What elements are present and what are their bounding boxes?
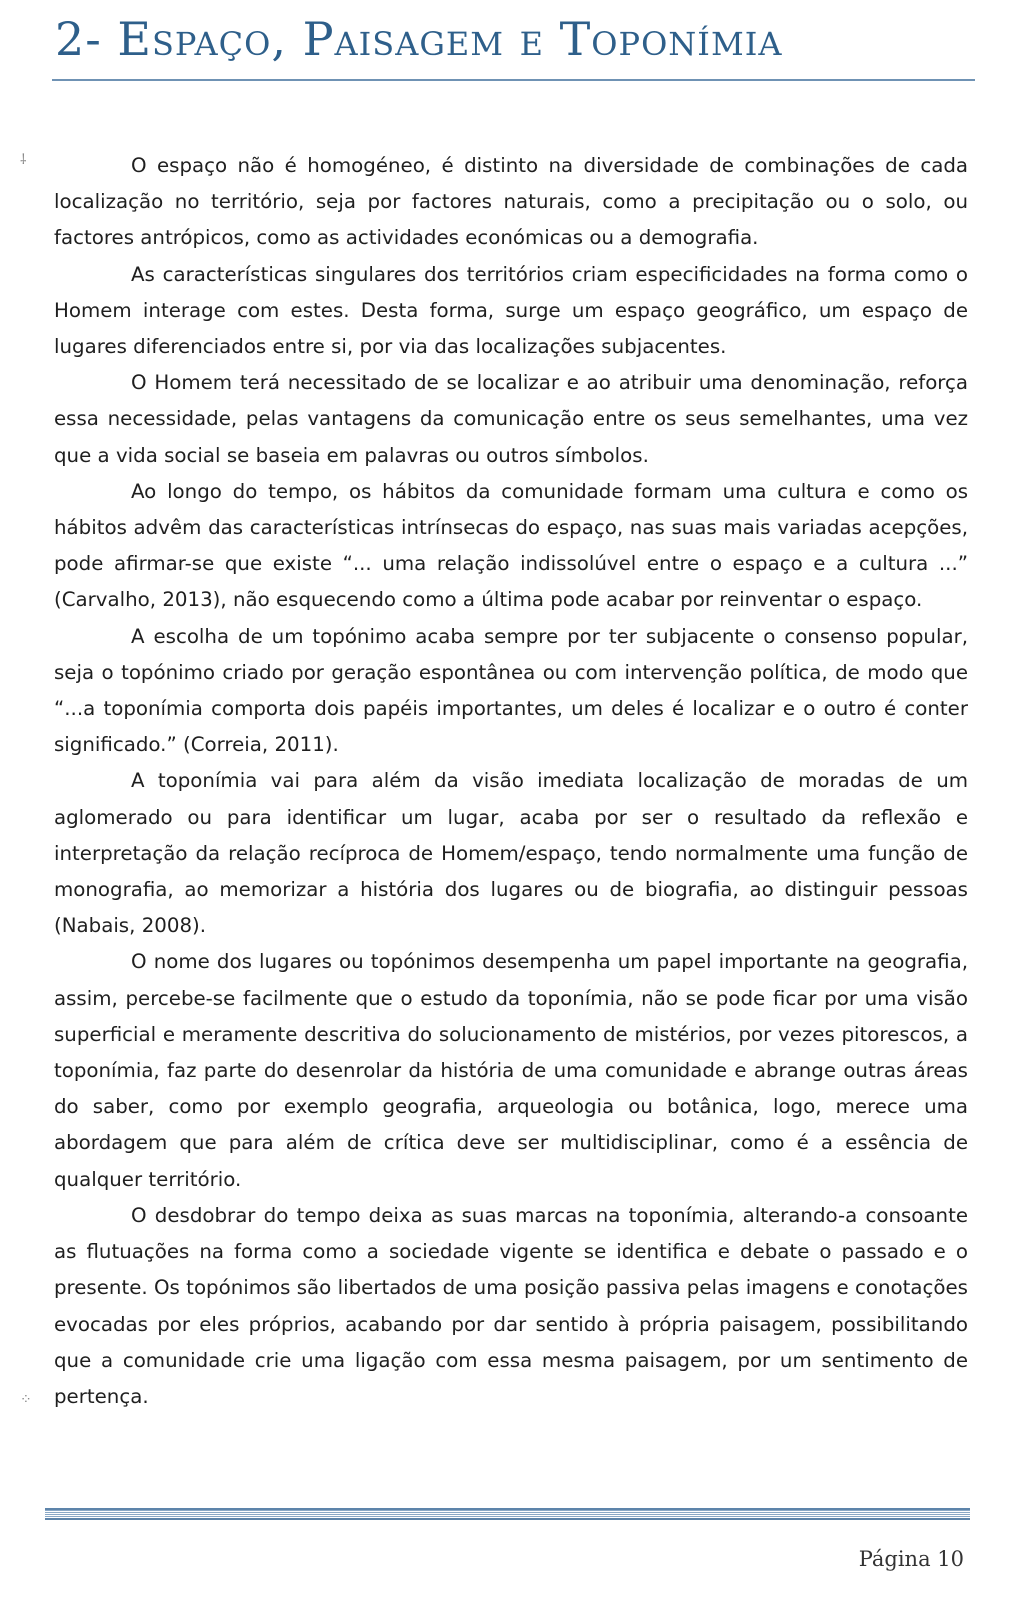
paragraph: O desdobrar do tempo deixa as suas marcas na toponímia, alterando-a consoante as flutuações na forma como a sociedade vigente se identifica e debate o passado e o presente. Os topónimos são libertados de uma posição passiva pelas imagens e conotações evocadas por eles próprios, acabando por dar sentido à própria paisagem, possibilitando que a comunidade crie uma ligação com essa mesma paisagem, por um sentimento de pertença. bbox=[54, 1203, 968, 1408]
footer-divider bbox=[45, 1508, 970, 1520]
paragraph: A toponímia vai para além da visão imediata localização de moradas de um aglomerado ou para identificar um lugar, acaba por ser o resultado da reflexão e interpretação da relação recíproca de Homem/espaço, tendo normalmente uma função de monografia, ao memorizar a história dos lugares ou de biografia, ao distinguir pessoas (Nabais, 2008). bbox=[54, 769, 968, 938]
paragraph: O Homem terá necessitado de se localizar e ao atribuir uma denominação, reforça essa necessidade, pelas vantagens da comunicação entre os seus semelhantes, uma vez que a vida social se baseia em palavras ou outros símbolos. bbox=[54, 371, 968, 467]
scan-speck: ⁘ bbox=[20, 1392, 32, 1408]
paragraph: A escolha de um topónimo acaba sempre por ter subjacente o consenso popular, seja o topónimo criado por geração espontânea ou com intervenção política, de modo que “...a toponímia comporta dois papéis importantes, um deles é localizar e o outro é conter significado.” (Correia, 2011). bbox=[54, 624, 968, 757]
paragraph: O nome dos lugares ou topónimos desempenha um papel importante na geografia, assim, percebe-se facilmente que o estudo da toponímia, não se pode ficar por uma visão superficial e meramente descritiva do solucionamento de mistérios, por vezes pitorescos, a toponímia, faz parte do desenrolar da história de uma comunidade e abrange outras áreas do saber, como por exemplo geografia, arqueologia ou botânica, logo, merece uma abordagem que para além de crítica deve ser multidisciplinar, como é a essência de qualquer território. bbox=[54, 950, 968, 1191]
paragraph: As características singulares dos territórios criam especificidades na forma como o Homem interage com estes. Desta forma, surge um espaço geográfico, um espaço de lugares diferenciados entre si, por via das localizações subjacentes. bbox=[54, 262, 968, 359]
title-divider bbox=[52, 79, 975, 81]
paragraph: Ao longo do tempo, os hábitos da comunidade formam uma cultura e como os hábitos advêm das características intrínsecas do espaço, nas suas mais variadas acepções, pode afirmar-se que existe “... uma relação indissolúvel entre o espaço e a cultura ...” (Carvalho, 2013), não esquecendo como a última pode acabar por reinventar o espaço. bbox=[54, 479, 968, 612]
page-title: 2- Espaço, Paisagem e Toponímia bbox=[55, 12, 783, 66]
body-text bbox=[54, 148, 968, 1415]
paragraph: O espaço não é homogéneo, é distinto na diversidade de combinações de cada localização no território, seja por factores naturais, como a precipitação ou o solo, ou factores antrópicos, como as actividades económicas ou a demografia. bbox=[54, 154, 968, 250]
page-number: Página 10 bbox=[858, 1547, 964, 1571]
scan-speck: ⸸ bbox=[20, 152, 27, 168]
